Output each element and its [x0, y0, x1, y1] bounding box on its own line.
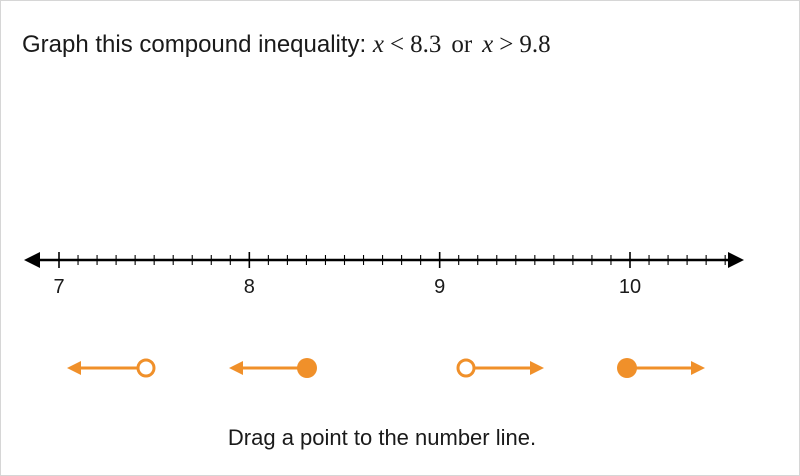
- tick-label-10: 10: [618, 276, 642, 298]
- left-ray-open-point-tool[interactable]: [67, 360, 154, 376]
- number-line-left-arrow: [24, 252, 40, 268]
- right-ray-closed-point-tool[interactable]: [617, 358, 705, 378]
- ray-toolbox: [0, 345, 800, 395]
- prompt-text: Graph this compound inequality:: [22, 31, 367, 58]
- tick-label-9: 9: [434, 276, 446, 298]
- inequality-operator-1: <: [389, 31, 405, 58]
- inequality-connector: or: [451, 31, 473, 58]
- inequality-variable-1: x: [372, 31, 384, 58]
- right-ray-open-point-tool[interactable]: [458, 360, 544, 376]
- tick-label-7: 7: [53, 276, 65, 298]
- inequality-expression: [373, 31, 551, 58]
- inequality-operator-2: >: [499, 31, 514, 58]
- number-line-right-arrow: [728, 252, 744, 268]
- instruction-text: Drag a point to the number line.: [227, 425, 537, 450]
- inequality-value-2: 9.8: [519, 31, 551, 58]
- number-line[interactable]: [0, 230, 800, 310]
- left-ray-closed-point-tool[interactable]: [229, 358, 317, 378]
- question-prompt: [22, 30, 551, 60]
- tick-label-8: 8: [243, 276, 255, 298]
- inequality-value-1: 8.3: [410, 31, 442, 58]
- inequality-variable-2: x: [482, 31, 494, 58]
